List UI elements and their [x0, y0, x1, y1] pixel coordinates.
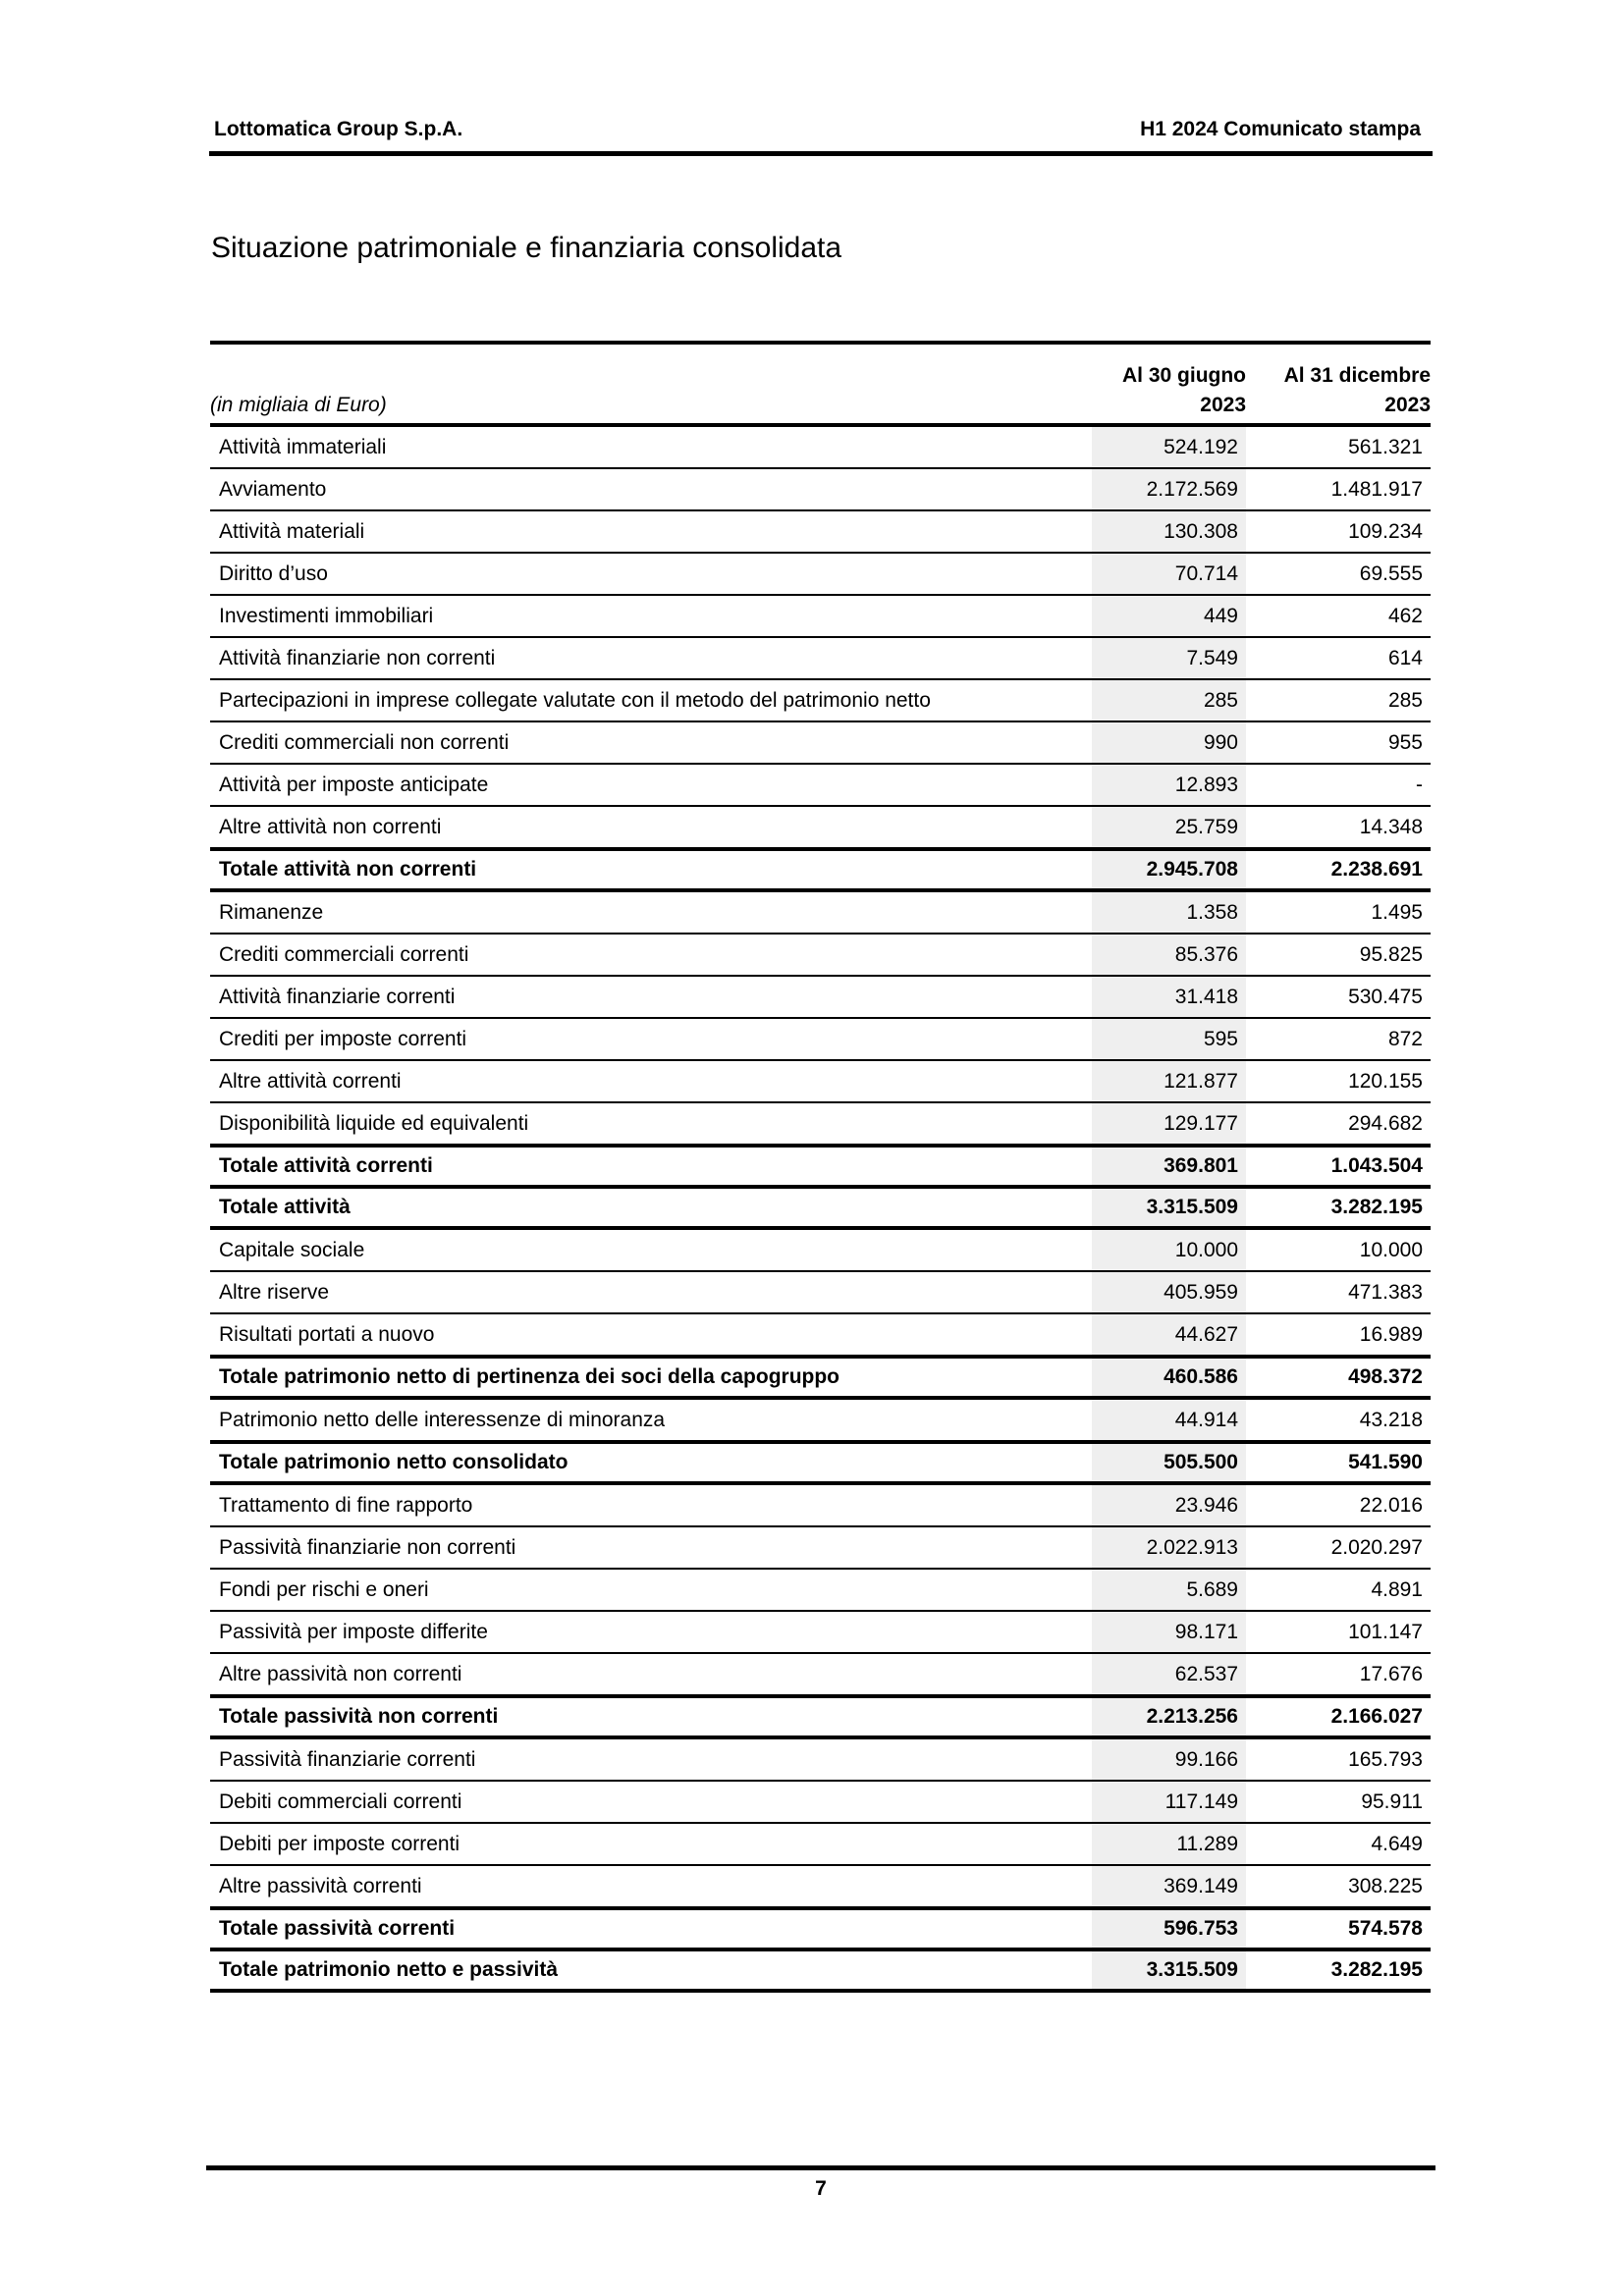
row-label: Totale passività correnti: [210, 1908, 1092, 1949]
total-row: [210, 1908, 1431, 1949]
value-june-2023: 405.959: [1092, 1271, 1246, 1313]
value-december-2023: 4.649: [1246, 1823, 1431, 1865]
table-row: [210, 1228, 1431, 1271]
row-label: Attività materiali: [210, 510, 1092, 553]
table-row: [210, 1569, 1431, 1611]
value-june-2023: 505.500: [1092, 1442, 1246, 1483]
value-december-2023: 872: [1246, 1018, 1431, 1060]
table-row: [210, 637, 1431, 679]
value-december-2023: 109.234: [1246, 510, 1431, 553]
table-row: [210, 1483, 1431, 1526]
table-row: [210, 1271, 1431, 1313]
value-june-2023: 121.877: [1092, 1060, 1246, 1102]
total-row: [210, 1357, 1431, 1398]
value-december-2023: 95.911: [1246, 1781, 1431, 1823]
header-blank: [210, 343, 1092, 388]
row-label: Totale patrimonio netto e passività: [210, 1949, 1092, 1991]
row-label: Totale patrimonio netto consolidato: [210, 1442, 1092, 1483]
table-row: [210, 1398, 1431, 1442]
balance-sheet-table: [210, 341, 1431, 1993]
value-june-2023: 98.171: [1092, 1611, 1246, 1653]
value-june-2023: 7.549: [1092, 637, 1246, 679]
value-december-2023: 294.682: [1246, 1102, 1431, 1146]
value-december-2023: 1.495: [1246, 890, 1431, 934]
row-label: Avviamento: [210, 468, 1092, 510]
col-header-december-line1: Al 31 dicembre: [1246, 343, 1431, 388]
value-december-2023: 4.891: [1246, 1569, 1431, 1611]
value-december-2023: 17.676: [1246, 1653, 1431, 1696]
table-row: [210, 679, 1431, 721]
total-row: [210, 1442, 1431, 1483]
page-number: 7: [815, 2177, 827, 2200]
value-june-2023: 3.315.509: [1092, 1949, 1246, 1991]
table-row: [210, 1653, 1431, 1696]
row-label: Totale passività non correnti: [210, 1696, 1092, 1737]
value-june-2023: 85.376: [1092, 934, 1246, 976]
company-name: Lottomatica Group S.p.A.: [214, 118, 463, 140]
table-row: [210, 1737, 1431, 1781]
value-june-2023: 524.192: [1092, 425, 1246, 468]
value-december-2023: 1.043.504: [1246, 1146, 1431, 1187]
value-june-2023: 11.289: [1092, 1823, 1246, 1865]
value-june-2023: 10.000: [1092, 1228, 1246, 1271]
table-row: [210, 890, 1431, 934]
value-december-2023: 165.793: [1246, 1737, 1431, 1781]
table-row: [210, 976, 1431, 1018]
value-december-2023: 1.481.917: [1246, 468, 1431, 510]
value-december-2023: 462: [1246, 595, 1431, 637]
table-row: [210, 1102, 1431, 1146]
total-row: [210, 1187, 1431, 1228]
value-june-2023: 44.627: [1092, 1313, 1246, 1357]
table-row: [210, 1313, 1431, 1357]
table-row: [210, 553, 1431, 595]
value-december-2023: 10.000: [1246, 1228, 1431, 1271]
table-row: [210, 1781, 1431, 1823]
row-label: Passività finanziarie correnti: [210, 1737, 1092, 1781]
value-december-2023: 14.348: [1246, 806, 1431, 849]
value-june-2023: 595: [1092, 1018, 1246, 1060]
row-label: Rimanenze: [210, 890, 1092, 934]
value-june-2023: 117.149: [1092, 1781, 1246, 1823]
value-december-2023: 541.590: [1246, 1442, 1431, 1483]
value-june-2023: 2.213.256: [1092, 1696, 1246, 1737]
row-label: Crediti commerciali non correnti: [210, 721, 1092, 764]
table-row: [210, 1865, 1431, 1908]
value-december-2023: 3.282.195: [1246, 1187, 1431, 1228]
table-row: [210, 764, 1431, 806]
value-december-2023: 530.475: [1246, 976, 1431, 1018]
row-label: Attività per imposte anticipate: [210, 764, 1092, 806]
value-december-2023: 498.372: [1246, 1357, 1431, 1398]
table-row: [210, 425, 1431, 468]
value-december-2023: 120.155: [1246, 1060, 1431, 1102]
value-june-2023: 2.022.913: [1092, 1526, 1246, 1569]
table-row: [210, 1611, 1431, 1653]
value-december-2023: 561.321: [1246, 425, 1431, 468]
footer-rule: [206, 2165, 1435, 2170]
value-june-2023: 369.801: [1092, 1146, 1246, 1187]
row-label: Diritto d’uso: [210, 553, 1092, 595]
value-june-2023: 1.358: [1092, 890, 1246, 934]
row-label: Totale patrimonio netto di pertinenza dei soci della capogruppo: [210, 1357, 1092, 1398]
value-june-2023: 12.893: [1092, 764, 1246, 806]
value-december-2023: 43.218: [1246, 1398, 1431, 1442]
row-label: Risultati portati a nuovo: [210, 1313, 1092, 1357]
row-label: Passività finanziarie non correnti: [210, 1526, 1092, 1569]
value-december-2023: -: [1246, 764, 1431, 806]
value-december-2023: 69.555: [1246, 553, 1431, 595]
value-june-2023: 129.177: [1092, 1102, 1246, 1146]
value-december-2023: 2.166.027: [1246, 1696, 1431, 1737]
page-title: Situazione patrimoniale e finanziaria consolidata: [211, 232, 842, 264]
value-june-2023: 460.586: [1092, 1357, 1246, 1398]
row-label: Crediti commerciali correnti: [210, 934, 1092, 976]
row-label: Investimenti immobiliari: [210, 595, 1092, 637]
col-header-december-line2: 2023: [1246, 388, 1431, 425]
row-label: Debiti commerciali correnti: [210, 1781, 1092, 1823]
value-june-2023: 369.149: [1092, 1865, 1246, 1908]
table-row: [210, 934, 1431, 976]
row-label: Attività finanziarie correnti: [210, 976, 1092, 1018]
table-row: [210, 595, 1431, 637]
table-row: [210, 468, 1431, 510]
value-december-2023: 955: [1246, 721, 1431, 764]
value-december-2023: 471.383: [1246, 1271, 1431, 1313]
total-row: [210, 1146, 1431, 1187]
value-june-2023: 990: [1092, 721, 1246, 764]
row-label: Altre attività correnti: [210, 1060, 1092, 1102]
value-june-2023: 285: [1092, 679, 1246, 721]
value-december-2023: 95.825: [1246, 934, 1431, 976]
total-row: [210, 849, 1431, 890]
table-row: [210, 1823, 1431, 1865]
row-label: Partecipazioni in imprese collegate valutate con il metodo del patrimonio netto: [210, 679, 1092, 721]
row-label: Passività per imposte differite: [210, 1611, 1092, 1653]
table-body: [210, 425, 1431, 1991]
value-december-2023: 16.989: [1246, 1313, 1431, 1357]
document-title: H1 2024 Comunicato stampa: [1140, 118, 1421, 140]
value-june-2023: 99.166: [1092, 1737, 1246, 1781]
value-june-2023: 596.753: [1092, 1908, 1246, 1949]
total-row: [210, 1696, 1431, 1737]
value-december-2023: 3.282.195: [1246, 1949, 1431, 1991]
row-label: Totale attività correnti: [210, 1146, 1092, 1187]
table-row: [210, 1060, 1431, 1102]
value-june-2023: 130.308: [1092, 510, 1246, 553]
value-december-2023: 2.020.297: [1246, 1526, 1431, 1569]
col-header-june-line1: Al 30 giugno: [1092, 343, 1246, 388]
row-label: Capitale sociale: [210, 1228, 1092, 1271]
row-label: Attività immateriali: [210, 425, 1092, 468]
row-label: Fondi per rischi e oneri: [210, 1569, 1092, 1611]
value-december-2023: 308.225: [1246, 1865, 1431, 1908]
col-header-june-line2: 2023: [1092, 388, 1246, 425]
row-label: Altre passività correnti: [210, 1865, 1092, 1908]
table-row: [210, 1018, 1431, 1060]
value-june-2023: 62.537: [1092, 1653, 1246, 1696]
row-label: Totale attività: [210, 1187, 1092, 1228]
value-june-2023: 5.689: [1092, 1569, 1246, 1611]
value-june-2023: 31.418: [1092, 976, 1246, 1018]
value-december-2023: 285: [1246, 679, 1431, 721]
row-label: Altre attività non correnti: [210, 806, 1092, 849]
table-row: [210, 806, 1431, 849]
value-june-2023: 23.946: [1092, 1483, 1246, 1526]
row-label: Crediti per imposte correnti: [210, 1018, 1092, 1060]
page-header: [209, 114, 1433, 156]
value-december-2023: 22.016: [1246, 1483, 1431, 1526]
row-label: Totale attività non correnti: [210, 849, 1092, 890]
row-label: Patrimonio netto delle interessenze di minoranza: [210, 1398, 1092, 1442]
value-june-2023: 2.172.569: [1092, 468, 1246, 510]
value-june-2023: 70.714: [1092, 553, 1246, 595]
unit-label: (in migliaia di Euro): [210, 388, 1092, 425]
value-june-2023: 25.759: [1092, 806, 1246, 849]
table-row: [210, 1526, 1431, 1569]
value-december-2023: 574.578: [1246, 1908, 1431, 1949]
row-label: Debiti per imposte correnti: [210, 1823, 1092, 1865]
value-june-2023: 449: [1092, 595, 1246, 637]
value-december-2023: 614: [1246, 637, 1431, 679]
row-label: Altre passività non correnti: [210, 1653, 1092, 1696]
value-june-2023: 3.315.509: [1092, 1187, 1246, 1228]
row-label: Disponibilità liquide ed equivalenti: [210, 1102, 1092, 1146]
value-december-2023: 101.147: [1246, 1611, 1431, 1653]
value-december-2023: 2.238.691: [1246, 849, 1431, 890]
table-row: [210, 510, 1431, 553]
total-row: [210, 1949, 1431, 1991]
row-label: Attività finanziarie non correnti: [210, 637, 1092, 679]
table-row: [210, 721, 1431, 764]
row-label: Trattamento di fine rapporto: [210, 1483, 1092, 1526]
value-june-2023: 44.914: [1092, 1398, 1246, 1442]
value-june-2023: 2.945.708: [1092, 849, 1246, 890]
row-label: Altre riserve: [210, 1271, 1092, 1313]
